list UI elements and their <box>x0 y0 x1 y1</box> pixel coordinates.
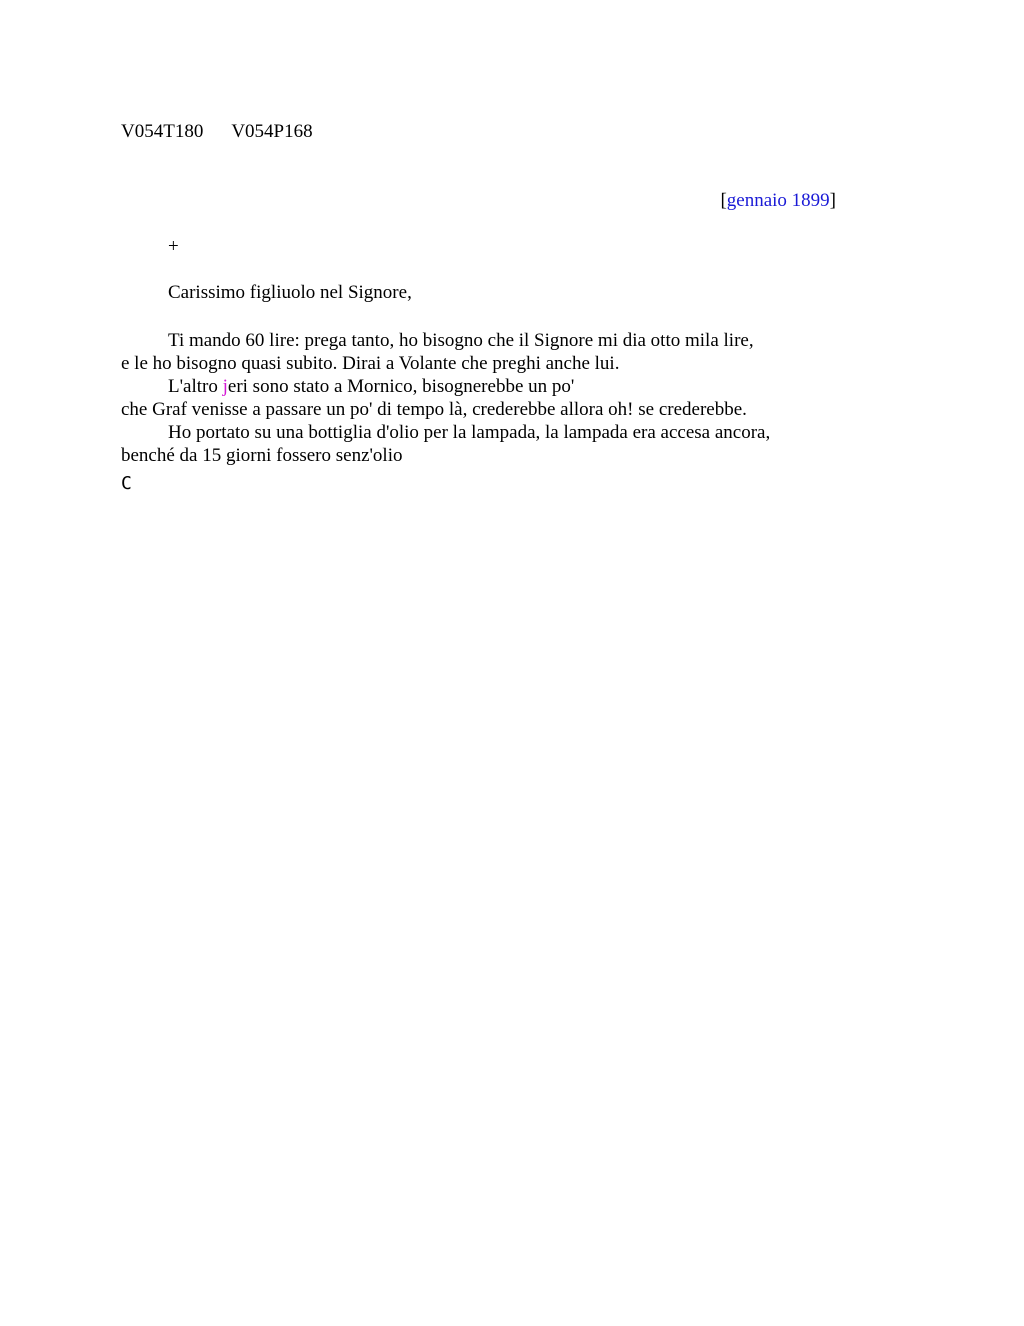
signature-initial: C <box>121 473 132 494</box>
letter-date <box>720 190 836 212</box>
paragraph-2-line-1 <box>121 375 881 398</box>
date-close-bracket: ] <box>829 190 836 211</box>
volume-page-id: V054P168 <box>231 121 313 142</box>
highlighted-letter: j <box>222 376 228 397</box>
paragraph-1-line-2: e le ho bisogno quasi subito. Dirai a Volante che preghi anche lui. <box>121 353 620 374</box>
paragraph-2-text-before: L'altro <box>168 376 223 397</box>
volume-text-id: V054T180 <box>121 121 204 142</box>
paragraph-3-line-2: benché da 15 giorni fossero senz'olio <box>121 445 403 466</box>
paragraph-1-line-1: Ti mando 60 lire: prega tanto, ho bisogno che il Signore mi dia otto mila lire, <box>168 330 754 351</box>
salutation: Carissimo figliuolo nel Signore, <box>168 282 412 303</box>
date-open-bracket: [ <box>720 190 727 211</box>
document-ids <box>121 121 313 143</box>
paragraph-2-line-2: che Graf venisse a passare un po' di tempo là, crederebbe allora oh! se crederebbe. <box>121 399 747 420</box>
paragraph-3-line-1: Ho portato su una bottiglia d'olio per la lampada, la lampada era accesa ancora, <box>168 422 771 443</box>
paragraph-2-text-after: eri sono stato a Mornico, bisognerebbe un po' <box>227 376 575 397</box>
cross-symbol: + <box>168 236 179 257</box>
letter-body <box>121 329 881 467</box>
date-text: gennaio 1899 <box>726 190 830 211</box>
